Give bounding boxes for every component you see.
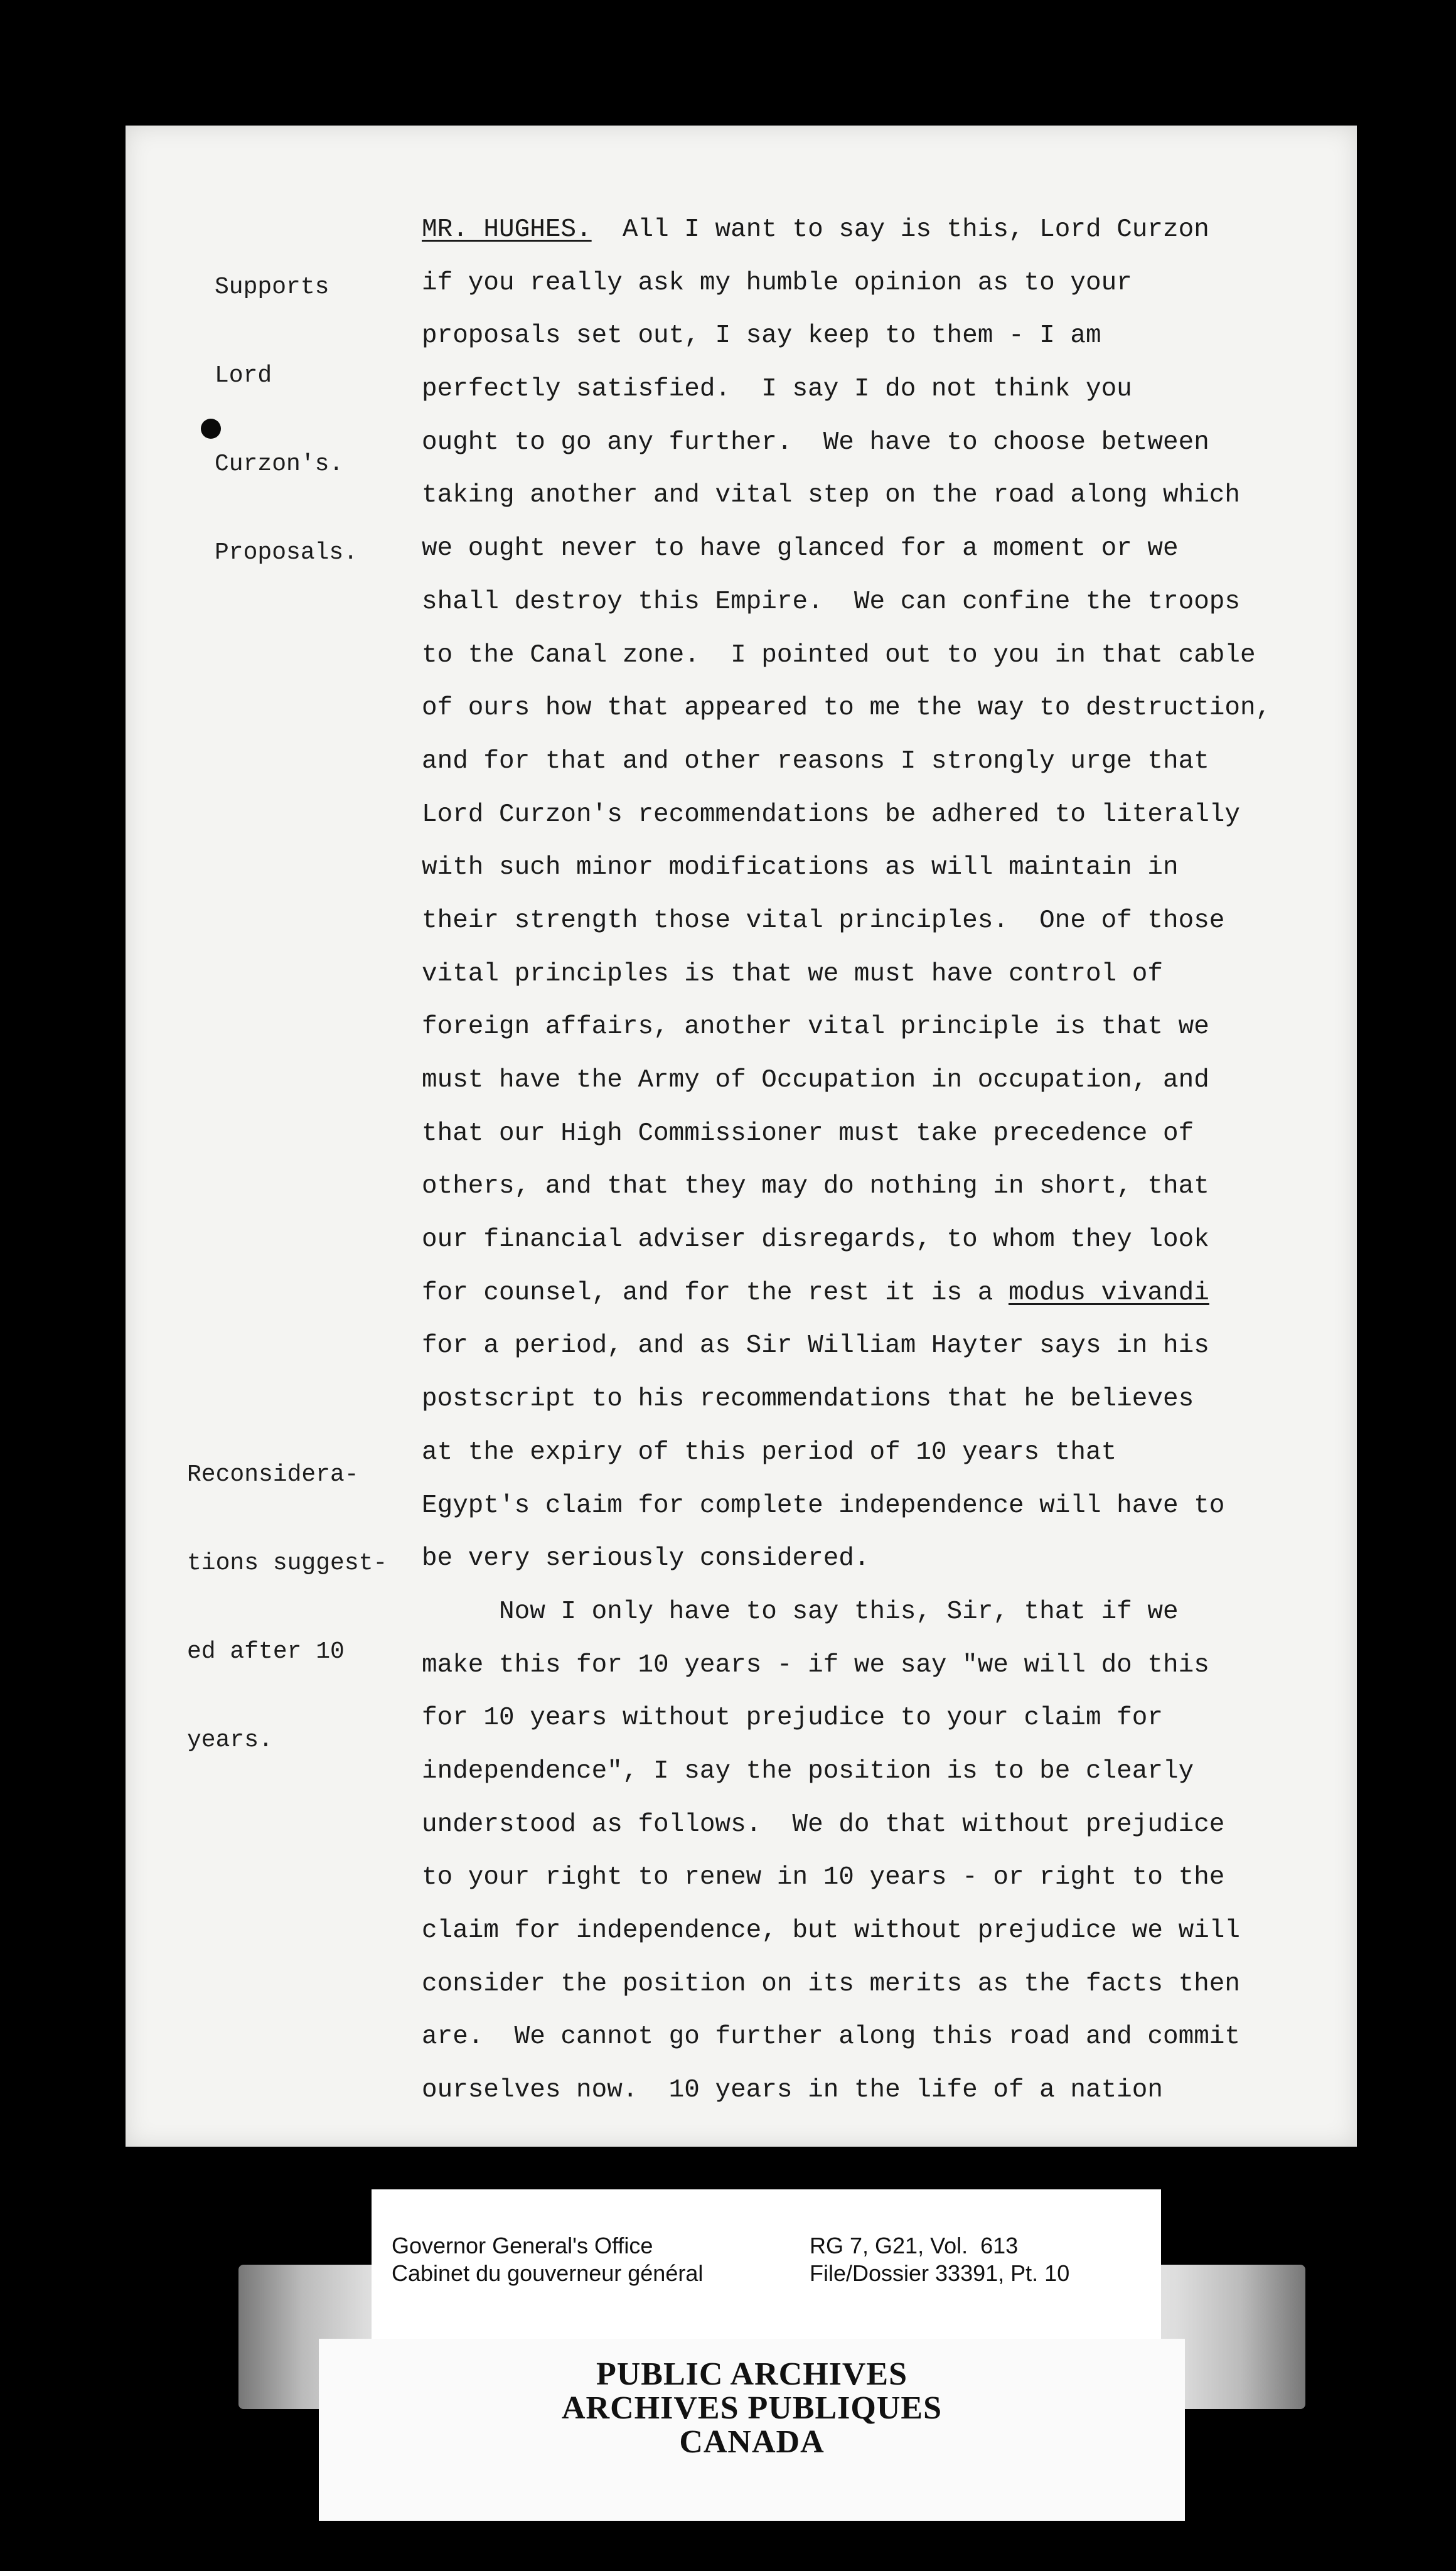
text-line: that our High Commissioner must take precedence of (422, 1119, 1194, 1148)
text-line: postscript to his recommendations that he believes (422, 1385, 1194, 1414)
text-line: to your right to renew in 10 years - or right to the (422, 1863, 1225, 1892)
margin-note-line: tions suggest- (187, 1550, 388, 1577)
text-line: their strength those vital principles. One of those (422, 906, 1225, 935)
text-line (422, 203, 1325, 257)
text-line: we ought never to have glanced for a moment or we (422, 534, 1179, 564)
text-line: claim for independence, but without prejudice we will (422, 1916, 1241, 1945)
text-line: make this for 10 years - if we say "we will do this (422, 1650, 1209, 1680)
archives-stamp (319, 2339, 1185, 2521)
margin-note-line: years. (187, 1727, 273, 1754)
margin-note-line: Curzon's. (215, 451, 344, 478)
text-line: of ours how that appeared to me the way to destruction, (422, 694, 1271, 723)
text-line: foreign affairs, another vital principle is that we (422, 1012, 1209, 1042)
text-line: shall destroy this Empire. We can confine the troops (422, 587, 1241, 616)
text-line: taking another and vital step on the road along which (422, 481, 1241, 510)
text-line: and for that and other reasons I strongly urge that (422, 746, 1209, 776)
margin-note-reconsiderations (187, 1401, 387, 1814)
file-dossier-reference: File/Dossier 33391, Pt. 10 (810, 2260, 1070, 2286)
office-name-english: Governor General's Office (392, 2233, 653, 2258)
text-line: if you really ask my humble opinion as to your (422, 268, 1132, 298)
text-line: proposals set out, I say keep to them - I am (422, 321, 1101, 351)
archive-reference-label (372, 2189, 1161, 2341)
office-name-french: Cabinet du gouverneur général (392, 2260, 704, 2286)
text-line: be very seriously considered. (422, 1544, 870, 1574)
margin-note-supports (215, 213, 358, 626)
text-line: others, and that they may do nothing in short, that (422, 1172, 1209, 1201)
modus-vivendi-phrase: modus vivandi (1008, 1278, 1209, 1307)
margin-note-line: Supports (215, 274, 329, 301)
text-line: consider the position on its merits as the facts then (422, 1969, 1241, 1999)
text-line: understood as follows. We do that without prejudice (422, 1810, 1225, 1839)
text-line: our financial adviser disregards, to whom they look (422, 1225, 1209, 1255)
record-group-reference: RG 7, G21, Vol. 613 (810, 2233, 1019, 2258)
margin-note-line: Proposals. (215, 539, 358, 566)
speaker-name: MR. HUGHES. (422, 215, 592, 244)
text-line: ourselves now. 10 years in the life of a nation (422, 2076, 1163, 2105)
text-line (422, 1267, 1325, 1320)
text-line: Egypt's claim for complete independence will have to (422, 1491, 1225, 1520)
text-line: with such minor modifications as will maintain in (422, 853, 1179, 883)
text-line-content: for counsel, and for the rest it is a (422, 1278, 1009, 1307)
text-line: Now I only have to say this, Sir, that if we (422, 1597, 1179, 1626)
document-page (126, 126, 1357, 2147)
text-line: for a period, and as Sir William Hayter says in his (422, 1331, 1209, 1361)
margin-note-line: Lord (215, 362, 272, 389)
typed-body-text (422, 203, 1325, 2117)
text-line: ought to go any further. We have to choose between (422, 427, 1209, 457)
text-line: vital principles is that we must have control of (422, 959, 1163, 989)
margin-note-line: ed after 10 (187, 1638, 345, 1665)
text-line: at the expiry of this period of 10 years that (422, 1437, 1117, 1467)
text-line: must have the Army of Occupation in occupation, and (422, 1066, 1209, 1095)
text-line-content: All I want to say is this, Lord Curzon (622, 215, 1209, 244)
text-line: for 10 years without prejudice to your claim for (422, 1704, 1163, 1733)
text-line: independence", I say the position is to be clearly (422, 1756, 1194, 1786)
text-line: are. We cannot go further along this road and commit (422, 2022, 1241, 2052)
text-line: perfectly satisfied. I say I do not think you (422, 375, 1132, 404)
stamp-line-french: ARCHIVES PUBLIQUES (561, 2390, 943, 2426)
text-line: Lord Curzon's recommendations be adhered to literally (422, 800, 1241, 829)
stamp-line-country: CANADA (679, 2424, 825, 2460)
stamp-line-english: PUBLIC ARCHIVES (596, 2356, 908, 2392)
margin-note-line: Reconsidera- (187, 1461, 359, 1488)
text-line: to the Canal zone. I pointed out to you in that cable (422, 640, 1256, 670)
